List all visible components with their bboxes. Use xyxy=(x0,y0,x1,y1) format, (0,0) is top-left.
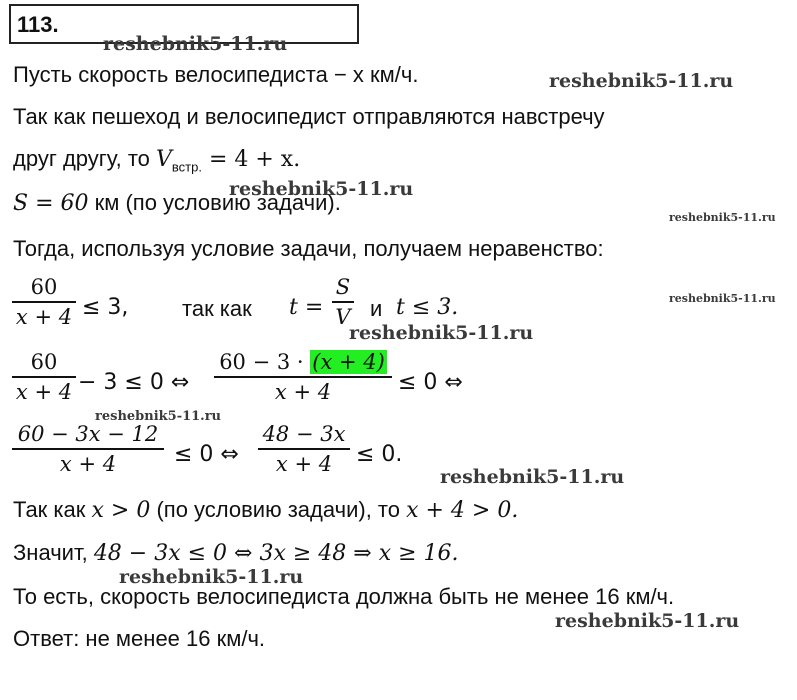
fraction-numerator: 60 − 3x − 12 xyxy=(17,422,159,446)
line-relative-speed xyxy=(13,146,300,180)
numerator-part: 60 − 3 · xyxy=(219,350,304,374)
line-result: То есть, скорость велосипедиста должна быть не менее 16 км/ч. xyxy=(13,584,675,609)
x-gt-0: x > 0 xyxy=(91,498,151,523)
fraction-bar xyxy=(258,448,350,450)
leq-0-iff: ≤ 0 ⇔ xyxy=(398,370,463,395)
line-answer: Ответ: не менее 16 км/ч. xyxy=(13,626,266,651)
leq-0-final: ≤ 0. xyxy=(356,442,403,467)
relative-speed-expr: = 4 + x. xyxy=(201,147,301,172)
leq-0-iff-second: ≤ 0 ⇔ xyxy=(174,442,239,467)
fraction-denominator: x + 4 xyxy=(59,452,117,476)
line-speed-definition: Пусть скорость велосипедиста − x км/ч. xyxy=(13,62,419,87)
fraction-denominator: V xyxy=(335,305,351,329)
watermark: reshebnik5-11.ru xyxy=(669,292,776,305)
fraction-denominator: x + 4 xyxy=(15,305,73,329)
subscript-vstr: встр. xyxy=(171,159,202,175)
distance-expr: S = 60 xyxy=(13,191,89,216)
conclusion-expr: 48 − 3x ≤ 0 ⇔ 3x ≥ 48 ⇒ x ≥ 16. xyxy=(93,541,459,566)
x4-gt-0: x + 4 > 0. xyxy=(406,498,519,523)
watermark: reshebnik5-11.ru xyxy=(549,70,734,92)
fraction-bar xyxy=(12,448,164,450)
watermark: reshebnik5-11.ru xyxy=(440,466,625,488)
fraction-60-over-x4 xyxy=(12,274,76,330)
var-v: V xyxy=(156,147,172,172)
minus-3-leq-0-iff: − 3 ≤ 0 ⇔ xyxy=(78,370,190,395)
line-x-positive-text2: (по условию задачи), то xyxy=(150,497,407,522)
fraction-numerator: 60 xyxy=(30,350,58,374)
t-equals: t = xyxy=(289,295,324,320)
fraction-numerator: S xyxy=(335,275,351,299)
fraction-numerator: 60 xyxy=(30,275,58,299)
distance-text: км (по условию задачи). xyxy=(88,190,341,215)
fraction-bar xyxy=(214,376,392,378)
watermark: reshebnik5-11.ru xyxy=(229,178,414,200)
line-x-positive-text: Так как xyxy=(13,497,92,522)
fraction-numerator: 48 − 3x xyxy=(262,422,346,446)
fraction-60-over-x4-second xyxy=(12,349,76,405)
leq-3: ≤ 3, xyxy=(82,295,129,320)
line-conclusion xyxy=(13,540,459,567)
line-relative-speed-text: друг другу, то xyxy=(13,146,157,171)
watermark: reshebnik5-11.ru xyxy=(103,33,288,55)
line-inequality-intro: Тогда, используя условие задачи, получаем неравенство: xyxy=(13,236,604,261)
fraction-bar xyxy=(332,301,354,303)
fraction-combined xyxy=(214,349,392,405)
fraction-bar xyxy=(12,376,76,378)
fraction-denominator: x + 4 xyxy=(275,452,333,476)
highlighted-term: (x + 4) xyxy=(312,350,385,374)
watermark: reshebnik5-11.ru xyxy=(95,409,222,424)
line-x-positive xyxy=(13,497,518,524)
watermark: reshebnik5-11.ru xyxy=(349,322,534,344)
task-number: 113. xyxy=(17,12,59,37)
fraction-expanded xyxy=(12,421,164,477)
watermark: reshebnik5-11.ru xyxy=(669,211,776,224)
fraction-numerator xyxy=(219,349,387,375)
fraction-bar xyxy=(12,301,76,303)
t-leq-3: t ≤ 3. xyxy=(396,295,459,320)
fraction-simplified xyxy=(258,421,350,477)
fraction-denominator: x + 4 xyxy=(274,380,332,404)
since-text: так как xyxy=(182,296,252,321)
and-text: и xyxy=(370,296,383,321)
watermark: reshebnik5-11.ru xyxy=(119,566,304,588)
line-moving-toward: Так как пешеход и велосипедист отправляются навстречу xyxy=(13,104,605,129)
line-conclusion-text: Значит, xyxy=(13,540,94,565)
fraction-denominator: x + 4 xyxy=(15,380,73,404)
watermark: reshebnik5-11.ru xyxy=(555,610,740,632)
